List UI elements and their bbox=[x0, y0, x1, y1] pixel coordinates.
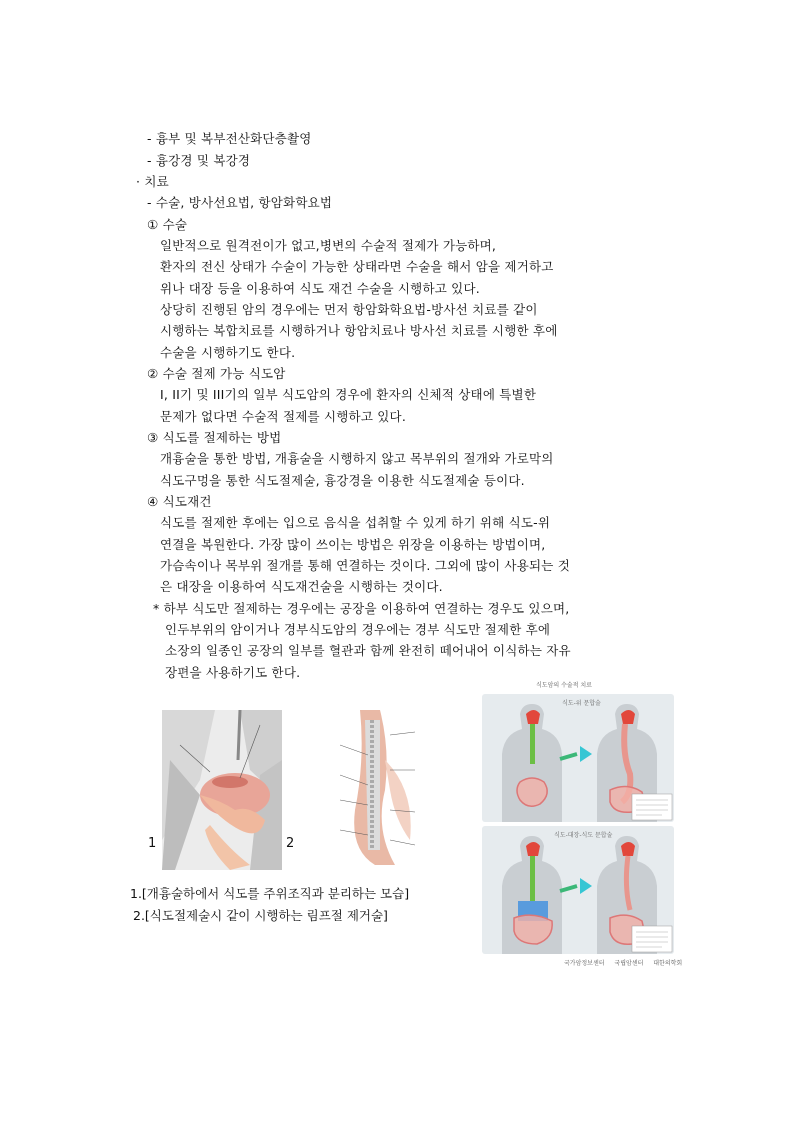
text-line-17: 식도구멍을 통한 식도절제술, 흉강경을 이용한 식도절제술 등이다. bbox=[160, 473, 525, 488]
text-line-6: 일반적으로 원격전이가 없고,병변의 수술적 절제가 가능하며, bbox=[160, 238, 497, 253]
figure-caption-2: 2.[식도절제술시 같이 시행하는 림프절 제거술] bbox=[133, 908, 388, 923]
reconstruction-figure bbox=[478, 676, 683, 970]
text-line-11: 수술을 시행하기도 한다. bbox=[160, 345, 296, 360]
text-line-20: 연결을 복원한다. 가장 많이 쓰이는 방법은 위장을 이용하는 방법이며, bbox=[160, 537, 546, 552]
text-line-1: - 흉부 및 복부전산화단층촬영 bbox=[147, 131, 312, 146]
logo-1: 국가암정보센터 bbox=[564, 960, 605, 967]
text-line-24: 인두부위의 암이거나 경부식도암의 경우에는 경부 식도만 절제한 후에 bbox=[165, 622, 551, 637]
thoracotomy-illustration bbox=[140, 700, 460, 875]
figure-number-2: 2 bbox=[286, 836, 295, 851]
text-line-23: * 하부 식도만 절제하는 경우에는 공장을 이용하여 연결하는 경우도 있으며, bbox=[153, 601, 570, 616]
text-line-22: 은 대장을 이용하여 식도재건술을 시행하는 것이다. bbox=[160, 579, 443, 594]
text-line-10: 시행하는 복합치료를 시행하거나 항암치료나 방사선 치료를 시행한 후에 bbox=[160, 323, 558, 338]
text-line-14: 문제가 없다면 수술적 절제를 시행하고 있다. bbox=[160, 409, 406, 424]
text-line-12: ② 수술 절제 가능 식도암 bbox=[147, 366, 286, 381]
esophagus-stomach-diagram bbox=[482, 694, 674, 822]
text-line-7: 환자의 전신 상태가 수술이 가능한 상태라면 수술을 해서 암을 제거하고 bbox=[160, 259, 554, 274]
text-line-25: 소장의 일종인 공장의 일부를 혈관과 함께 완전히 떼어내어 이식하는 자유 bbox=[165, 643, 571, 658]
text-line-8: 위나 대장 등을 이용하여 식도 재건 수술을 시행하고 있다. bbox=[160, 281, 480, 296]
reconstruction-panel-1 bbox=[482, 694, 674, 822]
text-line-15: ③ 식도를 절제하는 방법 bbox=[147, 430, 282, 445]
text-line-18: ④ 식도재건 bbox=[147, 494, 212, 509]
panel-1-title: 식도-위 문합술 bbox=[562, 700, 601, 707]
reconstruction-figure-title: 식도암의 수술적 치료 bbox=[536, 682, 592, 689]
text-line-21: 가슴속이나 목부위 절개를 통해 연결하는 것이다. 그외에 많이 사용되는 것 bbox=[160, 558, 570, 573]
text-line-16: 개흉술을 통한 방법, 개흉술을 시행하지 않고 목부위의 절개와 가로막의 bbox=[160, 451, 554, 466]
figure-number-1: 1 bbox=[148, 836, 157, 851]
text-line-2: - 흉강경 및 복강경 bbox=[147, 153, 251, 168]
text-line-9: 상당히 진행된 암의 경우에는 먼저 항암화학요법-방사선 치료를 같이 bbox=[160, 302, 538, 317]
text-line-3: · 치료 bbox=[136, 174, 169, 189]
logo-3: 대한의학회 bbox=[653, 960, 683, 967]
text-line-19: 식도를 절제한 후에는 입으로 음식을 섭취할 수 있게 하기 위해 식도-위 bbox=[160, 515, 551, 530]
esophagus-colon-diagram bbox=[482, 826, 674, 954]
text-line-4: - 수술, 방사선요법, 항암화학요법 bbox=[147, 195, 333, 210]
figure-caption-1: 1.[개흉술하에서 식도를 주위조직과 분리하는 모습] bbox=[130, 886, 410, 901]
reconstruction-panel-2 bbox=[482, 826, 674, 954]
logo-strip bbox=[564, 958, 682, 967]
surgery-illustration-figure bbox=[140, 700, 460, 875]
text-line-13: I, II기 및 III기의 일부 식도암의 경우에 환자의 신체적 상태에 특별한 bbox=[160, 387, 537, 402]
panel-2-title: 식도-대장-식도 문합술 bbox=[554, 832, 613, 839]
logo-2: 국립암센터 bbox=[614, 960, 644, 967]
text-line-5: ① 수술 bbox=[147, 217, 188, 232]
text-line-26: 장편을 사용하기도 한다. bbox=[165, 665, 301, 680]
